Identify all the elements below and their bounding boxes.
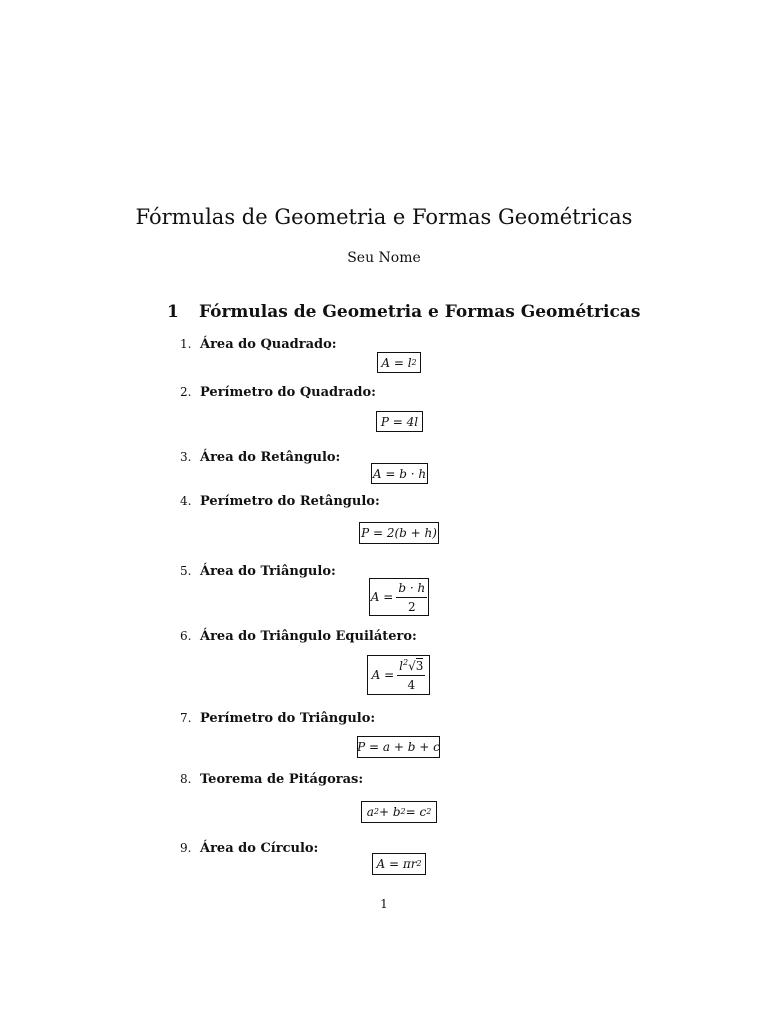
- item-number: 5.: [180, 564, 192, 578]
- item-label: Teorema de Pitágoras:: [200, 772, 364, 787]
- formula-text: A =: [370, 590, 394, 604]
- formula-circle-area: A = πr 2: [372, 853, 426, 875]
- formula-term: a: [366, 805, 374, 819]
- item-label: Perímetro do Retângulo:: [200, 494, 380, 509]
- square-root: √3: [408, 658, 424, 673]
- section-heading: [167, 302, 640, 322]
- fraction-denominator: 2: [407, 599, 416, 614]
- list-item: [180, 494, 380, 509]
- formula-square-area: A = l 2: [377, 352, 421, 373]
- formula-fraction: [397, 659, 425, 692]
- formula-text: A = b · h: [372, 466, 427, 481]
- formula-triangle-perimeter: [357, 736, 440, 758]
- section-title: Fórmulas de Geometria e Formas Geométricas: [199, 302, 641, 322]
- item-label: Área do Triângulo Equilátero:: [200, 629, 417, 644]
- fraction-denominator: 4: [407, 677, 416, 692]
- list-item: [180, 337, 337, 352]
- page-number: 1: [380, 897, 388, 911]
- item-number: 4.: [180, 494, 192, 508]
- item-label: Área do Quadrado:: [200, 337, 337, 352]
- item-label: Área do Triângulo:: [200, 564, 336, 579]
- item-number: 8.: [180, 772, 192, 786]
- formula-text: P = a + b + c: [357, 740, 440, 754]
- radicand: 3: [415, 658, 424, 673]
- formula-rectangle-perimeter: [359, 522, 439, 544]
- document-author: Seu Nome: [347, 250, 421, 266]
- item-label: Perímetro do Triângulo:: [200, 711, 376, 726]
- item-number: 7.: [180, 711, 192, 725]
- formula-text: A = l: [381, 355, 412, 370]
- item-number: 3.: [180, 450, 192, 464]
- item-number: 9.: [180, 841, 192, 855]
- item-number: 2.: [180, 385, 192, 399]
- formula-term: + b: [378, 805, 401, 819]
- list-item: [180, 385, 376, 400]
- document-title: Fórmulas de Geometria e Formas Geométricas: [135, 205, 633, 229]
- item-number: 6.: [180, 629, 192, 643]
- fraction-numerator: [397, 659, 425, 676]
- formula-term: = c: [405, 805, 427, 819]
- list-item: [180, 711, 375, 726]
- list-item: [180, 841, 318, 856]
- list-item: [180, 772, 363, 787]
- formula-text: P = 4l: [380, 414, 419, 429]
- formula-text: A =: [371, 668, 395, 682]
- fraction-numerator: b · h: [396, 581, 427, 598]
- section-number: 1: [167, 302, 179, 322]
- formula-equilateral-triangle-area: [367, 655, 430, 695]
- formula-pythagorean-theorem: a 2 + b 2 = c 2: [361, 801, 437, 823]
- list-item: [180, 564, 336, 579]
- list-item: [180, 629, 417, 644]
- numerator-exponent: 2: [403, 657, 409, 667]
- item-label: Área do Retângulo:: [200, 450, 341, 465]
- formula-rectangle-area: [371, 463, 428, 484]
- item-number: 1.: [180, 337, 192, 351]
- formula-fraction: [396, 581, 427, 614]
- formula-text: P = 2(b + h): [361, 526, 437, 540]
- list-item: [180, 450, 340, 465]
- numerator-base: l: [399, 658, 403, 673]
- item-label: Área do Círculo:: [200, 841, 319, 856]
- formula-triangle-area: [369, 578, 429, 616]
- formula-square-perimeter: [376, 411, 423, 432]
- item-label: Perímetro do Quadrado:: [200, 385, 376, 400]
- formula-text: A = πr: [376, 857, 417, 871]
